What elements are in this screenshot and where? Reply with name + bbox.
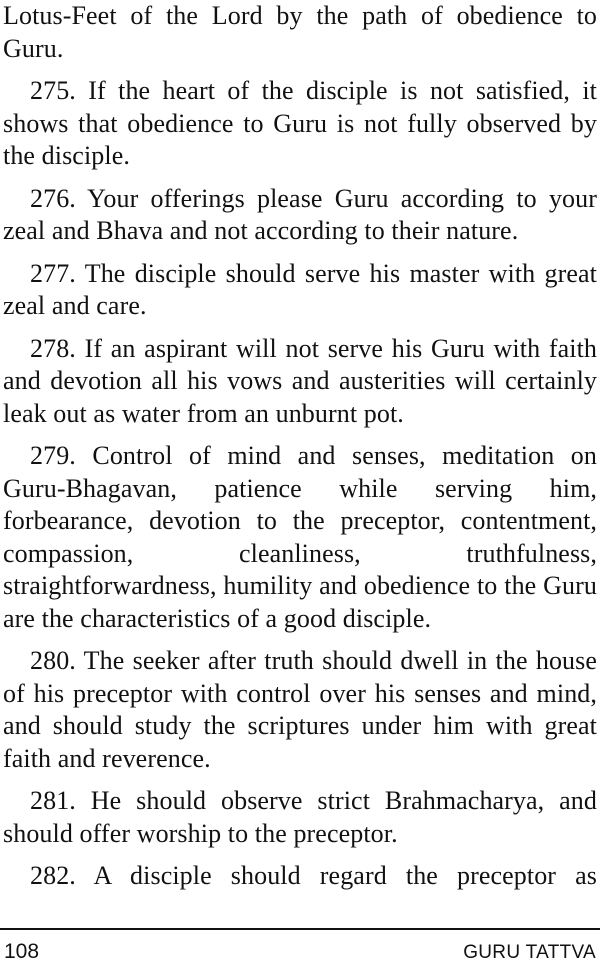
paragraph-276: 276. Your offerings please Guru according to your zeal and Bhava and not according to their nature. bbox=[3, 183, 597, 245]
running-title: GURU TATTVA bbox=[463, 942, 596, 963]
paragraph-279: 279. Control of mind and senses, meditation on Guru-Bhagavan, patience while serving him, forbearance, devotion to the preceptor, contentment, compassion, cleanliness, truthfulness, straightforwardness, humility and obedience to the Guru are the characteristics of a good disciple. bbox=[3, 441, 597, 633]
paragraph-275: 275. If the heart of the disciple is not satisfied, it shows that obedience to Guru is not fully observed by the disciple. bbox=[3, 76, 597, 170]
paragraph-282: 282. A disciple should regard the preceptor as bbox=[30, 861, 597, 890]
page-number: 108 bbox=[4, 940, 40, 963]
page-body bbox=[3, 0, 597, 893]
paragraph-277: 277. The disciple should serve his master with great zeal and care. bbox=[3, 258, 597, 320]
paragraph-278: 278. If an aspirant will not serve his Guru with faith and devotion all his vows and austerities will certainly leak out as water from an unburnt pot. bbox=[3, 333, 597, 428]
paragraph-281: 281. He should observe strict Brahmacharya, and should offer worship to the preceptor. bbox=[3, 786, 597, 848]
paragraph-280: 280. The seeker after truth should dwell in the house of his preceptor with control over his senses and mind, and should study the scriptures under him with great faith and reverence. bbox=[3, 646, 597, 773]
footer-rule bbox=[0, 928, 600, 930]
paragraph-continuation: Lotus-Feet of the Lord by the path of obedience to Guru. bbox=[3, 1, 597, 63]
